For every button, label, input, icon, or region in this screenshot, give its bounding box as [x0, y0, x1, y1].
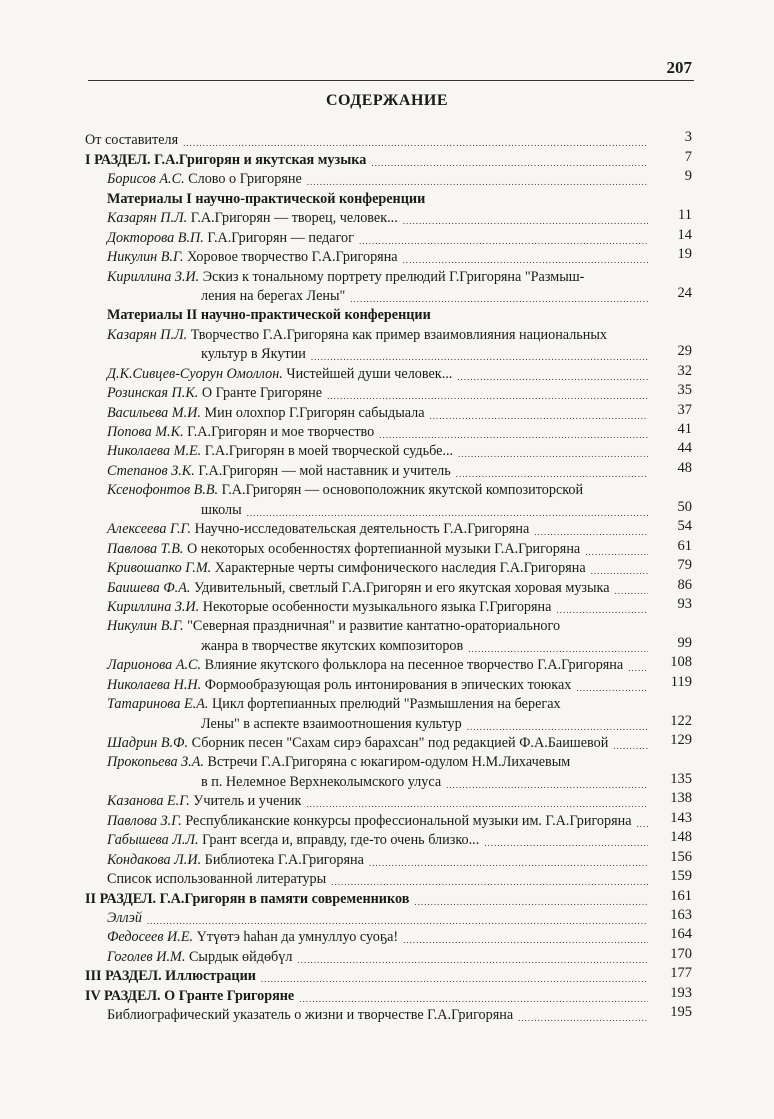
entry-text-wrap [107, 812, 632, 831]
toc-entry[interactable] [85, 675, 692, 694]
toc-entry-line [85, 423, 692, 442]
dot-leader [613, 739, 648, 753]
toc-entry-line [85, 695, 692, 714]
entry-author: Алексеева Г.Г. [107, 521, 192, 538]
entry-title: Влияние якутского фольклора на песенное творчество Г.А.Григоряна [204, 657, 624, 674]
entry-text-wrap [107, 306, 431, 325]
entry-title: Сборник песен "Сахам сирэ барахсан" под редакцией Ф.А.Баишевой [191, 735, 609, 751]
toc-entry-line [85, 520, 692, 539]
toc-entry[interactable] [85, 228, 692, 247]
dot-leader [403, 214, 648, 228]
entry-title: Республиканские конкурсы профессиональной музыки им. Г.А.Григоряна [185, 812, 632, 829]
toc-entry-line [85, 364, 692, 383]
dot-leader [297, 953, 648, 967]
toc-entry[interactable] [85, 520, 692, 539]
entry-author: Федосеев И.Е. [107, 929, 194, 946]
toc-entry[interactable] [85, 928, 692, 947]
entry-text-wrap [107, 190, 425, 209]
entry-page: 119 [670, 673, 692, 690]
entry-author: Кондакова Л.И. [107, 851, 202, 868]
entry-text-wrap [107, 365, 452, 384]
dot-leader [261, 972, 648, 986]
toc-entry-line [85, 734, 692, 753]
dot-leader [484, 836, 648, 850]
dot-leader [576, 681, 648, 695]
entry-page: 122 [670, 712, 692, 729]
entry-author: Докторова В.П. [107, 229, 204, 246]
entry-title-continuation: школы [201, 501, 242, 518]
entry-title-continuation: культур в Якутии [201, 346, 306, 363]
entry-page: 11 [678, 207, 692, 224]
toc-entry[interactable] [85, 306, 692, 325]
entry-text-wrap [85, 987, 294, 1006]
entry-author: Павлова З.Г. [107, 812, 182, 829]
toc-entry-line [85, 384, 692, 403]
entry-text-wrap [107, 442, 453, 461]
entry-text-wrap [107, 909, 142, 928]
toc-entry-line [85, 947, 692, 966]
entry-title: О некоторых особенностях фортепианной музыки Г.А.Григоряна [186, 540, 581, 557]
toc-entry-line [85, 850, 692, 869]
toc-entry[interactable] [85, 559, 692, 578]
dot-leader [467, 720, 648, 734]
toc-entry[interactable] [85, 423, 692, 442]
dot-leader [534, 525, 648, 539]
dot-leader [403, 253, 648, 267]
entry-title: Удивительный, светлый Г.А.Григорян и его якутская хоровая музыка [193, 579, 610, 596]
entry-title-continuation: Лены" в аспекте взаимоотношения культур [201, 715, 462, 732]
entry-author: Ксенофонтов В.В. [107, 482, 219, 499]
entry-title: II РАЗДЕЛ. Г.А.Григорян в памяти современников [85, 890, 410, 907]
entry-author: Борисов А.С. [107, 171, 185, 188]
entry-page: 19 [677, 246, 692, 263]
entry-title: Г.А.Григорян — основоположник якутской композиторской [221, 482, 584, 499]
toc-entry[interactable] [85, 734, 692, 753]
toc-entry-continuation [85, 345, 692, 364]
entry-text-wrap [107, 481, 583, 500]
toc-entry-continuation [85, 500, 692, 519]
toc-entry-line [85, 792, 692, 811]
dot-leader [311, 350, 648, 364]
dot-leader [456, 467, 648, 481]
entry-title: Мин олохпор Г.Григорян сабыдыала [204, 404, 425, 421]
toc-entry-line [85, 595, 692, 617]
entry-title: Г.А.Григорян в моей творческой судьбе... [204, 443, 454, 460]
toc-entry[interactable] [85, 578, 692, 597]
entry-page: 135 [670, 770, 692, 787]
toc-entry[interactable] [85, 267, 692, 306]
dot-leader [628, 661, 648, 675]
entry-title: Характерные черты симфонического наследия Г.А.Григоряна [214, 560, 586, 577]
dot-leader [637, 817, 648, 831]
entry-page: 108 [670, 654, 692, 671]
entry-text-wrap [107, 734, 608, 753]
dot-leader [446, 778, 648, 792]
toc-entry[interactable] [85, 986, 692, 1005]
entry-page: 79 [677, 557, 692, 574]
toc-entry-line [85, 442, 692, 461]
entry-text-wrap [107, 928, 398, 947]
entry-author: Прокопьева З.А. [107, 754, 204, 771]
toc-entry[interactable] [85, 384, 692, 403]
entry-title: Творчество Г.А.Григоряна как пример взаимовлияния национальных [190, 326, 607, 343]
toc-entry-line [85, 189, 692, 208]
toc-entry[interactable] [85, 364, 692, 383]
entry-title: IV РАЗДЕЛ. О Гранте Григоряне [85, 987, 295, 1004]
entry-text-wrap [107, 870, 326, 889]
entry-title: Список использованной литературы [107, 871, 327, 888]
toc-entry-line [85, 967, 692, 986]
toc-entry-line [85, 656, 692, 675]
entry-title-continuation: ления на берегах Лены" [201, 287, 346, 304]
entry-title: Учитель и ученик [193, 793, 302, 810]
entry-page: 156 [670, 848, 692, 865]
entry-page: 50 [677, 498, 692, 515]
entry-title: От составителя [85, 132, 179, 149]
entry-page: 29 [677, 343, 692, 360]
toc-entry-line [85, 617, 692, 636]
entry-page: 54 [677, 518, 692, 535]
entry-text-wrap [107, 598, 551, 617]
entry-text-wrap [107, 326, 607, 345]
entry-page: 44 [677, 440, 692, 457]
entry-title: Чистейшей души человек... [286, 365, 453, 382]
entry-page: 7 [684, 148, 692, 165]
entry-text-wrap [107, 831, 479, 850]
entry-title: Г.А.Григорян — педагог [207, 229, 354, 246]
entry-title: Үтүөтэ һаһан да умнуллуо суоҕа! [196, 929, 399, 946]
entry-author: Николаева Н.Н. [107, 676, 202, 693]
entry-author: Павлова Т.В. [107, 540, 184, 557]
toc-entry[interactable] [85, 150, 692, 169]
entry-title-continuation: жанра в творчестве якутских композиторов [201, 637, 464, 654]
entry-text-wrap [85, 151, 366, 170]
entry-title: Слово о Григоряне [188, 171, 302, 188]
toc-entry-line [85, 539, 692, 558]
toc-entry-line [85, 811, 692, 830]
entry-text-wrap [107, 695, 561, 714]
page-title: СОДЕРЖАНИЕ [325, 92, 449, 109]
toc-entry[interactable] [85, 461, 692, 480]
header-rule [88, 80, 694, 81]
entry-author: Розинская П.К. [107, 385, 199, 402]
entry-text-wrap [85, 131, 178, 150]
entry-author: Степанов З.К. [107, 462, 195, 479]
entry-text-wrap [107, 559, 586, 578]
entry-title: Эскиз к тональному портрету прелюдий Г.Григоряна "Размыш- [202, 268, 585, 285]
table-of-contents [85, 131, 692, 1025]
toc-entry[interactable] [85, 695, 692, 734]
dot-leader [369, 856, 648, 870]
toc-entry-line [85, 228, 692, 247]
entry-text-wrap [107, 248, 398, 267]
entry-text-wrap [107, 404, 425, 423]
toc-entry[interactable] [85, 248, 692, 267]
toc-entry-line [85, 870, 692, 889]
entry-text-wrap [107, 753, 570, 772]
dot-leader [457, 370, 648, 384]
entry-page: 32 [677, 362, 692, 379]
toc-entry[interactable] [85, 442, 692, 461]
entry-title: Сырдык өйдөбүл [188, 948, 293, 965]
toc-entry[interactable] [85, 753, 692, 792]
entry-title: Библиографический указатель о жизни и творчестве Г.А.Григоряна [107, 1007, 514, 1024]
entry-author: Никулин В.Г. [107, 618, 184, 635]
toc-entry[interactable] [85, 209, 692, 228]
entry-page: 86 [677, 576, 692, 593]
toc-entry[interactable] [85, 189, 692, 208]
toc-entry-continuation [85, 636, 692, 655]
entry-page: 195 [670, 1004, 692, 1021]
dot-leader [591, 564, 648, 578]
entry-text-wrap [107, 792, 301, 811]
entry-text-wrap [107, 268, 584, 287]
entry-author: Кривошапко Г.М. [107, 560, 212, 577]
dot-leader [468, 642, 648, 656]
entry-text-wrap [107, 462, 451, 481]
toc-entry[interactable] [85, 595, 692, 617]
entry-page: 3 [684, 129, 692, 146]
entry-page: 138 [670, 790, 692, 807]
toc-entry[interactable] [85, 792, 692, 811]
entry-title: Г.А.Григорян — творец, человек... [190, 210, 398, 227]
entry-text-wrap [107, 423, 374, 442]
toc-entry-line [85, 150, 692, 169]
entry-text-wrap [107, 617, 560, 636]
dot-leader [327, 389, 648, 403]
toc-entry-line [85, 325, 692, 344]
page-number: 207 [666, 58, 692, 77]
toc-entry-line [85, 131, 692, 150]
toc-entry-line [85, 753, 692, 772]
entry-title: Библиотека Г.А.Григоряна [204, 851, 364, 868]
toc-entry-line [85, 559, 692, 578]
dot-leader [247, 506, 648, 520]
dot-leader [371, 156, 648, 170]
entry-page: 37 [677, 401, 692, 418]
entry-page: 129 [670, 732, 692, 748]
toc-entry-line [85, 306, 692, 325]
dot-leader [403, 933, 648, 947]
entry-page: 143 [670, 809, 692, 826]
entry-author: Николаева М.Е. [107, 443, 202, 460]
toc-entry-line [85, 675, 692, 694]
entry-title: Г.А.Григорян — мой наставник и учитель [198, 462, 451, 479]
entry-page: 148 [670, 829, 692, 846]
entry-text-wrap [107, 209, 398, 228]
dot-leader [414, 895, 648, 909]
entry-page: 61 [677, 537, 692, 554]
dot-leader [458, 447, 648, 461]
entry-title: III РАЗДЕЛ. Иллюстрации [85, 968, 256, 985]
entry-author: Кириллина З.И. [107, 598, 200, 615]
entry-author: Никулин В.Г. [107, 249, 184, 266]
entry-author: Гоголев И.М. [107, 948, 186, 965]
toc-entry[interactable] [85, 947, 692, 966]
toc-entry-line [85, 209, 692, 228]
toc-entry-continuation [85, 284, 692, 306]
entry-page: 48 [677, 459, 692, 476]
entry-page: 41 [677, 421, 692, 437]
entry-title: Некоторые особенности музыкального языка Г.Григоряна [202, 598, 552, 615]
entry-text-wrap [107, 229, 354, 248]
entry-page: 9 [684, 168, 692, 185]
entry-author: Казарян П.Л. [107, 326, 188, 343]
toc-entry-line [85, 481, 692, 500]
dot-leader [147, 914, 648, 928]
entry-author: Шадрин В.Ф. [107, 735, 189, 751]
entry-title: Материалы II научно-практической конференции [107, 307, 431, 324]
entry-page: 177 [670, 965, 692, 982]
entry-page: 163 [670, 906, 692, 923]
entry-page: 99 [677, 634, 692, 651]
entry-title: Г.А.Григорян и мое творчество [187, 424, 375, 440]
entry-text-wrap [107, 170, 302, 189]
toc-entry-line [85, 578, 692, 597]
entry-text-wrap [107, 948, 292, 967]
entry-author: Кириллина З.И. [107, 268, 200, 285]
entry-page: 93 [677, 595, 692, 612]
entry-author: Татаринова Е.А. [107, 696, 209, 713]
toc-entry-line [85, 170, 692, 189]
toc-entry-line [85, 831, 692, 850]
toc-entry[interactable] [85, 889, 692, 908]
toc-entry[interactable] [85, 870, 692, 889]
toc-entry[interactable] [85, 170, 692, 189]
toc-entry-continuation [85, 772, 692, 791]
entry-author: Д.К.Сивцев-Суорун Омоллон. [107, 365, 283, 382]
toc-entry[interactable] [85, 403, 692, 422]
toc-entry[interactable] [85, 656, 692, 675]
toc-entry[interactable] [85, 481, 692, 520]
entry-page: 170 [670, 945, 692, 962]
entry-author: Ларионова А.С. [107, 657, 202, 674]
entry-page: 24 [677, 284, 692, 301]
entry-title: Научно-исследовательская деятельность Г.А.Григоряна [194, 521, 530, 538]
entry-page: 159 [670, 868, 692, 885]
entry-text-wrap [107, 579, 610, 598]
entry-page: 164 [670, 926, 692, 943]
toc-entry[interactable] [85, 617, 692, 656]
entry-page: 14 [677, 226, 692, 243]
entry-title-continuation: в п. Нелемное Верхнеколымского улуса [201, 773, 442, 790]
toc-entry[interactable] [85, 1006, 692, 1025]
entry-author: Эллэй [107, 909, 142, 926]
entry-text-wrap [107, 384, 322, 403]
entry-text-wrap [107, 851, 364, 870]
toc-entry-line [85, 889, 692, 908]
toc-entry[interactable] [85, 967, 692, 986]
entry-text-wrap [107, 540, 580, 559]
toc-entry[interactable] [85, 906, 692, 928]
dot-leader [350, 292, 648, 306]
entry-page: 161 [670, 887, 692, 904]
entry-author: Попова М.К. [107, 424, 184, 440]
entry-title: Хоровое творчество Г.А.Григоряна [187, 249, 398, 266]
entry-author: Габышева Л.Л. [107, 832, 199, 849]
entry-text-wrap [107, 656, 623, 675]
entry-text-wrap [85, 967, 256, 986]
dot-leader [331, 875, 648, 889]
toc-entry-line [85, 1006, 692, 1025]
entry-author: Васильева М.И. [107, 404, 201, 421]
toc-entry-line [85, 986, 692, 1005]
entry-title: Встречи Г.А.Григоряна с юкагиром-одулом Н.М.Лихачевым [207, 754, 571, 771]
dot-leader [585, 545, 648, 559]
entry-title: О Гранте Григоряне [201, 385, 323, 402]
toc-entry[interactable] [85, 325, 692, 364]
dot-leader [518, 1011, 648, 1025]
toc-entry-continuation [85, 714, 692, 733]
dot-leader [379, 428, 648, 442]
entry-author: Баишева Ф.А. [107, 579, 191, 596]
entry-title: Формообразующая роль интонирования в эпических тоюках [204, 676, 572, 693]
dot-leader [299, 992, 648, 1006]
dot-leader [307, 175, 648, 189]
dot-leader [556, 603, 648, 617]
entry-title: I РАЗДЕЛ. Г.А.Григорян и якутская музыка [85, 151, 367, 168]
entry-title: Грант всегда и, вправду, где-то очень близко... [202, 832, 480, 849]
entry-page: 35 [677, 382, 692, 399]
entry-text-wrap [107, 676, 571, 695]
entry-text-wrap [85, 890, 409, 909]
toc-entry-line [85, 267, 692, 286]
toc-entry-line [85, 461, 692, 480]
toc-entry[interactable] [85, 850, 692, 869]
entry-page: 193 [670, 984, 692, 1001]
entry-title: "Северная праздничная" и развитие кантатно-ораториального [187, 618, 561, 635]
entry-author: Казанова Е.Г. [107, 793, 190, 810]
toc-entry[interactable] [85, 539, 692, 558]
entry-author: Казарян П.Л. [107, 210, 188, 227]
entry-text-wrap [107, 1006, 513, 1025]
entry-text-wrap [107, 520, 529, 539]
toc-entry-line [85, 248, 692, 267]
toc-entry[interactable] [85, 831, 692, 850]
dot-leader [615, 584, 648, 598]
toc-entry-line [85, 403, 692, 422]
toc-entry[interactable] [85, 811, 692, 830]
entry-title: Цикл фортепианных прелюдий "Размышления на берегах [211, 696, 561, 713]
toc-entry-line [85, 928, 692, 947]
toc-entry[interactable] [85, 131, 692, 150]
dot-leader [183, 136, 648, 150]
toc-entry-line [85, 906, 692, 928]
dot-leader [430, 409, 648, 423]
dot-leader [359, 234, 648, 248]
dot-leader [306, 797, 648, 811]
entry-title: Материалы I научно-практической конференции [107, 190, 426, 207]
